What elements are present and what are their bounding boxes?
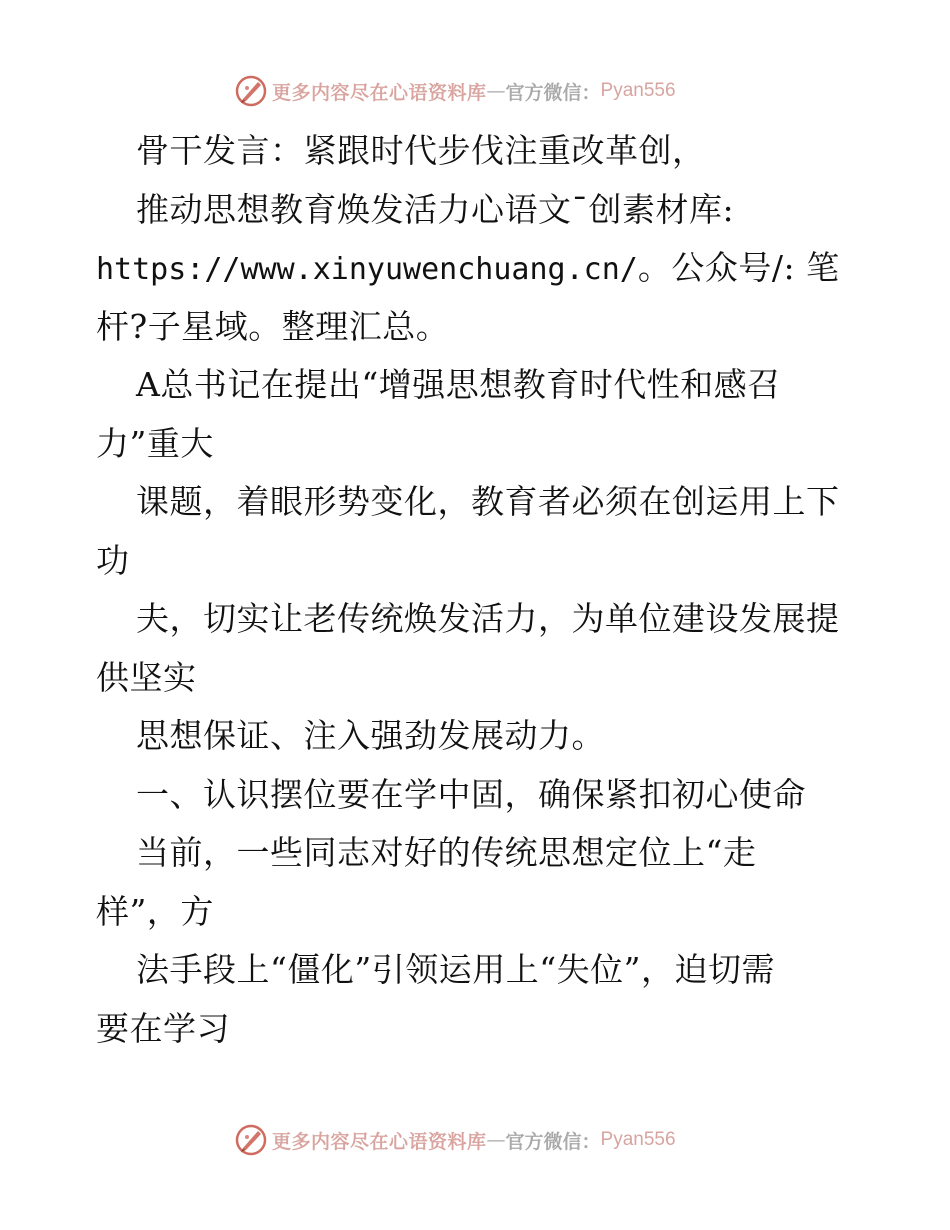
doc-line: 课题，着眼形势变化，教育者必须在创运用上下	[136, 482, 840, 521]
footer-banner	[234, 1123, 676, 1157]
doc-line: 当前，一些同志对好的传统思想定位上“走	[136, 833, 757, 872]
doc-line: 要在学习	[96, 1008, 230, 1048]
doc-line: 法手段上“僵化”引领运用上“失位”，迫切需	[136, 950, 775, 989]
header-banner-text: 更多内容尽在心语资料库	[272, 81, 487, 104]
footer-banner-handle: Pyan556	[600, 1129, 676, 1150]
doc-line: A总书记在提出“增强思想教育时代性和感召	[136, 365, 781, 404]
website-url: https://www.xinyuwenchuang.cn/	[96, 252, 638, 287]
doc-line-url-row	[96, 239, 876, 298]
header-banner-dash: —	[486, 80, 506, 102]
doc-line: 思想保证、注入强劲发展动力。	[136, 716, 605, 755]
doc-line: 夫，切实让老传统焕发活力，为单位建设发展提	[136, 599, 840, 638]
doc-line-section-heading: 一、认识摆位要在学中固，确保紧扣初心使命	[136, 774, 806, 814]
document-body	[96, 122, 876, 1058]
footer-banner-dash: —	[486, 1129, 506, 1151]
doc-line: 杆?子星域。整理汇总。	[96, 306, 450, 346]
header-banner-wechat-label: 官方微信：	[505, 81, 601, 104]
doc-line: 力”重大	[96, 423, 214, 463]
header-banner	[234, 74, 676, 108]
quill-pen-logo-icon	[234, 74, 268, 108]
doc-line: 供坚实	[96, 657, 197, 697]
footer-banner-wechat-label: 官方微信：	[505, 1130, 601, 1153]
doc-line: 功	[96, 540, 130, 580]
doc-line: 推动思想教育焕发活力心语文¯创素材库:	[136, 189, 735, 229]
doc-line-title: 骨干发言：紧跟时代步伐注重改革创，	[136, 131, 706, 170]
header-banner-handle: Pyan556	[600, 80, 676, 101]
quill-pen-logo-icon	[234, 1123, 268, 1157]
doc-line-fragment: 。公众号/: 笔	[637, 248, 840, 287]
footer-banner-text: 更多内容尽在心语资料库	[272, 1130, 487, 1153]
doc-line: 样”，方	[96, 891, 214, 931]
